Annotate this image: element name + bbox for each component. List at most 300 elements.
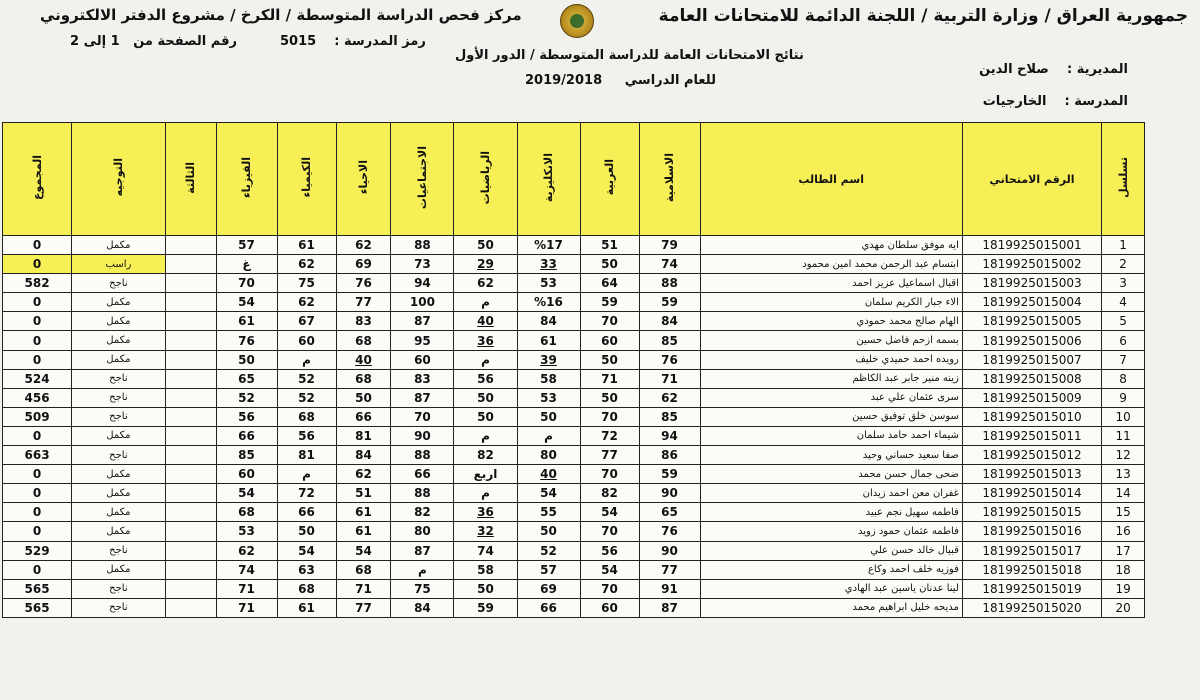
cell-biology: 81 [336, 426, 391, 445]
cell-total: 0 [3, 236, 72, 255]
cell-chemistry: 72 [277, 484, 336, 503]
cell-total: 0 [3, 484, 72, 503]
cell-status: مكمل [72, 465, 166, 484]
cell-student-name: اقبال اسماعيل عزيز احمد [700, 274, 962, 293]
cell-student-name: سرى عثمان علي عبد [700, 388, 962, 407]
cell-chemistry: 63 [277, 560, 336, 579]
cell-social: 80 [391, 522, 454, 541]
cell-islamic: 59 [639, 293, 700, 312]
cell-social: 87 [391, 312, 454, 331]
cell-physics: 57 [216, 236, 277, 255]
cell-student-name: قبيال خالد حسن علي [700, 541, 962, 560]
cell-student-name: صفا سعيد حساني وحيد [700, 446, 962, 465]
cell-english: %17 [517, 236, 580, 255]
cell-biology: 50 [336, 388, 391, 407]
cell-math: 74 [454, 541, 517, 560]
cell-islamic: 76 [639, 522, 700, 541]
cell-english: 61 [517, 331, 580, 350]
cell-english: 50 [517, 407, 580, 426]
cell-arabic: 71 [580, 369, 639, 388]
table-row [3, 293, 1145, 312]
cell-social: 87 [391, 541, 454, 560]
cell-sequence: 15 [1102, 503, 1145, 522]
header-chemistry: الكيمياء [277, 123, 336, 236]
cell-chemistry: 67 [277, 312, 336, 331]
table-row [3, 522, 1145, 541]
cell-chemistry: 75 [277, 274, 336, 293]
cell-sequence: 12 [1102, 446, 1145, 465]
cell-status: ناجح [72, 274, 166, 293]
cell-social: 95 [391, 331, 454, 350]
cell-third [165, 255, 216, 274]
cell-islamic: 65 [639, 503, 700, 522]
cell-social: م [391, 560, 454, 579]
header-status: التوجيه [72, 123, 166, 236]
cell-social: 84 [391, 598, 454, 617]
cell-chemistry: 81 [277, 446, 336, 465]
cell-physics: 71 [216, 598, 277, 617]
table-row [3, 541, 1145, 560]
table-row [3, 274, 1145, 293]
cell-sequence: 20 [1102, 598, 1145, 617]
cell-physics: 71 [216, 579, 277, 598]
cell-status: ناجح [72, 598, 166, 617]
school-code-label: رمز المدرسة : [334, 34, 426, 49]
cell-sequence: 10 [1102, 407, 1145, 426]
cell-third [165, 598, 216, 617]
cell-arabic: 56 [580, 541, 639, 560]
cell-physics: 60 [216, 465, 277, 484]
cell-total: 524 [3, 369, 72, 388]
cell-physics: 54 [216, 293, 277, 312]
cell-social: 60 [391, 350, 454, 369]
cell-exam-number: 1819925015004 [962, 293, 1101, 312]
cell-biology: 51 [336, 484, 391, 503]
cell-biology: 84 [336, 446, 391, 465]
cell-student-name: غفران معن احمد زيدان [700, 484, 962, 503]
table-row [3, 350, 1145, 369]
cell-sequence: 16 [1102, 522, 1145, 541]
cell-exam-number: 1819925015003 [962, 274, 1101, 293]
cell-total: 0 [3, 331, 72, 350]
cell-exam-number: 1819925015011 [962, 426, 1101, 445]
cell-chemistry: 52 [277, 369, 336, 388]
table-row [3, 236, 1145, 255]
header-exam-number: الرقم الامتحاني [962, 123, 1101, 236]
cell-total: 0 [3, 426, 72, 445]
ministry-seal-icon [560, 4, 594, 38]
cell-english: 84 [517, 312, 580, 331]
table-row [3, 560, 1145, 579]
cell-total: 0 [3, 293, 72, 312]
cell-biology: 76 [336, 274, 391, 293]
cell-student-name: زينه منير جابر عبد الكاظم [700, 369, 962, 388]
cell-arabic: 70 [580, 522, 639, 541]
school-code-value: 5015 [280, 34, 317, 49]
cell-islamic: 90 [639, 541, 700, 560]
cell-english: 53 [517, 274, 580, 293]
cell-math: 50 [454, 407, 517, 426]
cell-math: 40 [454, 312, 517, 331]
cell-student-name: فاطمه سهيل نجم عبيد [700, 503, 962, 522]
cell-biology: 61 [336, 503, 391, 522]
center-header-title: مركز فحص الدراسة المتوسطة / الكرخ / مشروع الدفتر الالكتروني [40, 6, 522, 24]
cell-exam-number: 1819925015006 [962, 331, 1101, 350]
cell-chemistry: 54 [277, 541, 336, 560]
cell-math: 32 [454, 522, 517, 541]
cell-biology: 69 [336, 255, 391, 274]
cell-total: 529 [3, 541, 72, 560]
cell-physics: 56 [216, 407, 277, 426]
cell-third [165, 388, 216, 407]
cell-arabic: 70 [580, 465, 639, 484]
cell-total: 0 [3, 255, 72, 274]
header-physics: الفيزياء [216, 123, 277, 236]
header-third: الثالثة [165, 123, 216, 236]
cell-math: 56 [454, 369, 517, 388]
cell-islamic: 85 [639, 331, 700, 350]
cell-social: 88 [391, 484, 454, 503]
cell-physics: 74 [216, 560, 277, 579]
cell-islamic: 85 [639, 407, 700, 426]
cell-chemistry: 56 [277, 426, 336, 445]
cell-arabic: 50 [580, 255, 639, 274]
table-row [3, 369, 1145, 388]
cell-exam-number: 1819925015013 [962, 465, 1101, 484]
table-row [3, 255, 1145, 274]
header-total: المجموع [3, 123, 72, 236]
school-code [280, 34, 426, 49]
cell-social: 90 [391, 426, 454, 445]
table-row [3, 388, 1145, 407]
cell-islamic: 62 [639, 388, 700, 407]
cell-chemistry: 61 [277, 236, 336, 255]
cell-student-name: فاطمه عثمان حمود زويد [700, 522, 962, 541]
cell-arabic: 70 [580, 312, 639, 331]
header-social: الاجتماعيات [391, 123, 454, 236]
cell-chemistry: 62 [277, 255, 336, 274]
cell-chemistry: م [277, 350, 336, 369]
cell-english: 80 [517, 446, 580, 465]
table-row [3, 446, 1145, 465]
header-english: الانكليزية [517, 123, 580, 236]
cell-third [165, 484, 216, 503]
cell-english: 33 [517, 255, 580, 274]
cell-biology: 71 [336, 579, 391, 598]
cell-exam-number: 1819925015009 [962, 388, 1101, 407]
cell-chemistry: 66 [277, 503, 336, 522]
cell-chemistry: 50 [277, 522, 336, 541]
table-row [3, 503, 1145, 522]
table-row [3, 426, 1145, 445]
cell-third [165, 446, 216, 465]
cell-status: ناجح [72, 446, 166, 465]
cell-social: 75 [391, 579, 454, 598]
cell-student-name: بسمه ازحم فاضل حسين [700, 331, 962, 350]
cell-math: م [454, 426, 517, 445]
cell-status: مكمل [72, 312, 166, 331]
cell-total: 0 [3, 350, 72, 369]
cell-status: ناجح [72, 541, 166, 560]
cell-student-name: رويده احمد حميدي خليف [700, 350, 962, 369]
cell-arabic: 51 [580, 236, 639, 255]
header-biology: الاحياء [336, 123, 391, 236]
cell-sequence: 18 [1102, 560, 1145, 579]
cell-math: م [454, 350, 517, 369]
cell-total: 565 [3, 579, 72, 598]
cell-total: 456 [3, 388, 72, 407]
header-student-name: اسم الطالب [700, 123, 962, 236]
table-row [3, 579, 1145, 598]
school-name [983, 94, 1128, 109]
cell-english: 58 [517, 369, 580, 388]
cell-student-name: مديحه خليل ابراهيم محمد [700, 598, 962, 617]
cell-exam-number: 1819925015017 [962, 541, 1101, 560]
cell-physics: غ [216, 255, 277, 274]
cell-third [165, 407, 216, 426]
cell-student-name: الاء جبار الكريم سلمان [700, 293, 962, 312]
cell-total: 509 [3, 407, 72, 426]
cell-sequence: 11 [1102, 426, 1145, 445]
cell-sequence: 19 [1102, 579, 1145, 598]
cell-arabic: 82 [580, 484, 639, 503]
cell-english: %16 [517, 293, 580, 312]
cell-arabic: 64 [580, 274, 639, 293]
cell-student-name: ضحى جمال حسن محمد [700, 465, 962, 484]
cell-english: م [517, 426, 580, 445]
cell-status: ناجح [72, 388, 166, 407]
cell-third [165, 293, 216, 312]
cell-sequence: 2 [1102, 255, 1145, 274]
cell-english: 69 [517, 579, 580, 598]
cell-islamic: 59 [639, 465, 700, 484]
cell-physics: 66 [216, 426, 277, 445]
cell-third [165, 274, 216, 293]
cell-sequence: 1 [1102, 236, 1145, 255]
cell-status: ناجح [72, 407, 166, 426]
cell-third [165, 560, 216, 579]
directorate-value: صلاح الدين [979, 62, 1049, 77]
cell-math: اربع [454, 465, 517, 484]
cell-total: 565 [3, 598, 72, 617]
cell-math: م [454, 484, 517, 503]
cell-exam-number: 1819925015014 [962, 484, 1101, 503]
cell-math: 58 [454, 560, 517, 579]
cell-sequence: 13 [1102, 465, 1145, 484]
table-row [3, 465, 1145, 484]
cell-biology: 68 [336, 331, 391, 350]
cell-student-name: شيماء احمد حامد سلمان [700, 426, 962, 445]
cell-third [165, 312, 216, 331]
cell-total: 582 [3, 274, 72, 293]
table-row [3, 484, 1145, 503]
academic-year [525, 73, 716, 88]
cell-status: مكمل [72, 293, 166, 312]
cell-student-name: سوسن خلق توفيق حسين [700, 407, 962, 426]
cell-student-name: الهام صالح محمد حمودي [700, 312, 962, 331]
cell-student-name: لينا عدنان ياسين عبد الهادي [700, 579, 962, 598]
cell-exam-number: 1819925015005 [962, 312, 1101, 331]
cell-islamic: 86 [639, 446, 700, 465]
cell-social: 66 [391, 465, 454, 484]
cell-math: 29 [454, 255, 517, 274]
cell-chemistry: 68 [277, 579, 336, 598]
header-islamic: الاسلامية [639, 123, 700, 236]
cell-islamic: 71 [639, 369, 700, 388]
cell-arabic: 50 [580, 388, 639, 407]
cell-social: 83 [391, 369, 454, 388]
cell-social: 100 [391, 293, 454, 312]
cell-physics: 62 [216, 541, 277, 560]
cell-arabic: 70 [580, 579, 639, 598]
cell-math: م [454, 293, 517, 312]
cell-biology: 40 [336, 350, 391, 369]
table-header-row [3, 123, 1145, 236]
cell-sequence: 17 [1102, 541, 1145, 560]
cell-status: مكمل [72, 350, 166, 369]
cell-biology: 77 [336, 293, 391, 312]
cell-arabic: 77 [580, 446, 639, 465]
cell-exam-number: 1819925015016 [962, 522, 1101, 541]
cell-exam-number: 1819925015012 [962, 446, 1101, 465]
cell-status: مكمل [72, 236, 166, 255]
cell-social: 88 [391, 446, 454, 465]
cell-third [165, 541, 216, 560]
table-row [3, 598, 1145, 617]
cell-biology: 61 [336, 522, 391, 541]
cell-arabic: 72 [580, 426, 639, 445]
exam-title: نتائج الامتحانات العامة للدراسة المتوسطة / الدور الأول [455, 48, 804, 63]
cell-social: 73 [391, 255, 454, 274]
cell-biology: 54 [336, 541, 391, 560]
cell-islamic: 84 [639, 312, 700, 331]
cell-total: 0 [3, 522, 72, 541]
cell-sequence: 4 [1102, 293, 1145, 312]
page-label: رقم الصفحة من [133, 34, 237, 49]
cell-physics: 65 [216, 369, 277, 388]
cell-math: 82 [454, 446, 517, 465]
cell-total: 0 [3, 465, 72, 484]
cell-physics: 61 [216, 312, 277, 331]
header-math: الرياضيات [454, 123, 517, 236]
cell-arabic: 60 [580, 331, 639, 350]
cell-chemistry: 68 [277, 407, 336, 426]
cell-chemistry: م [277, 465, 336, 484]
cell-biology: 62 [336, 465, 391, 484]
cell-islamic: 91 [639, 579, 700, 598]
cell-exam-number: 1819925015007 [962, 350, 1101, 369]
cell-exam-number: 1819925015001 [962, 236, 1101, 255]
cell-islamic: 76 [639, 350, 700, 369]
cell-biology: 68 [336, 369, 391, 388]
cell-arabic: 54 [580, 503, 639, 522]
cell-sequence: 9 [1102, 388, 1145, 407]
cell-status: مكمل [72, 331, 166, 350]
cell-status: ناجح [72, 579, 166, 598]
cell-islamic: 74 [639, 255, 700, 274]
cell-social: 87 [391, 388, 454, 407]
cell-third [165, 465, 216, 484]
cell-social: 82 [391, 503, 454, 522]
school-value: الخارجيات [982, 94, 1047, 109]
ministry-header-title: جمهورية العراق / وزارة التربية / اللجنة الدائمة للامتحانات العامة [658, 6, 1188, 26]
cell-sequence: 3 [1102, 274, 1145, 293]
cell-physics: 52 [216, 388, 277, 407]
cell-islamic: 90 [639, 484, 700, 503]
cell-social: 70 [391, 407, 454, 426]
cell-english: 57 [517, 560, 580, 579]
cell-physics: 70 [216, 274, 277, 293]
cell-social: 88 [391, 236, 454, 255]
cell-sequence: 14 [1102, 484, 1145, 503]
cell-third [165, 350, 216, 369]
cell-chemistry: 61 [277, 598, 336, 617]
cell-total: 0 [3, 560, 72, 579]
header-arabic: العربية [580, 123, 639, 236]
cell-physics: 68 [216, 503, 277, 522]
cell-math: 62 [454, 274, 517, 293]
cell-third [165, 579, 216, 598]
cell-third [165, 369, 216, 388]
cell-physics: 85 [216, 446, 277, 465]
cell-third [165, 522, 216, 541]
cell-total: 0 [3, 312, 72, 331]
cell-sequence: 7 [1102, 350, 1145, 369]
cell-student-name: ابتسام عبد الرحمن محمد امين محمود [700, 255, 962, 274]
cell-chemistry: 62 [277, 293, 336, 312]
cell-status: راسب [72, 255, 166, 274]
cell-english: 39 [517, 350, 580, 369]
cell-sequence: 8 [1102, 369, 1145, 388]
cell-exam-number: 1819925015002 [962, 255, 1101, 274]
cell-exam-number: 1819925015008 [962, 369, 1101, 388]
cell-english: 54 [517, 484, 580, 503]
cell-arabic: 60 [580, 598, 639, 617]
cell-exam-number: 1819925015015 [962, 503, 1101, 522]
cell-physics: 53 [216, 522, 277, 541]
page-number [70, 34, 237, 49]
cell-arabic: 70 [580, 407, 639, 426]
cell-total: 663 [3, 446, 72, 465]
cell-status: مكمل [72, 426, 166, 445]
results-table [2, 122, 1145, 618]
cell-math: 36 [454, 331, 517, 350]
cell-biology: 68 [336, 560, 391, 579]
cell-english: 66 [517, 598, 580, 617]
cell-third [165, 331, 216, 350]
header-sequence: تسلسل [1102, 123, 1145, 236]
cell-english: 52 [517, 541, 580, 560]
cell-math: 50 [454, 236, 517, 255]
cell-third [165, 503, 216, 522]
cell-social: 94 [391, 274, 454, 293]
cell-third [165, 236, 216, 255]
year-label: للعام الدراسي [624, 73, 716, 88]
cell-status: مكمل [72, 522, 166, 541]
cell-exam-number: 1819925015019 [962, 579, 1101, 598]
cell-islamic: 77 [639, 560, 700, 579]
cell-status: ناجح [72, 369, 166, 388]
school-label: المدرسة : [1064, 94, 1128, 109]
cell-islamic: 87 [639, 598, 700, 617]
directorate-label: المديرية : [1066, 62, 1128, 77]
table-row [3, 407, 1145, 426]
cell-arabic: 59 [580, 293, 639, 312]
cell-arabic: 54 [580, 560, 639, 579]
cell-islamic: 79 [639, 236, 700, 255]
cell-biology: 77 [336, 598, 391, 617]
cell-math: 36 [454, 503, 517, 522]
